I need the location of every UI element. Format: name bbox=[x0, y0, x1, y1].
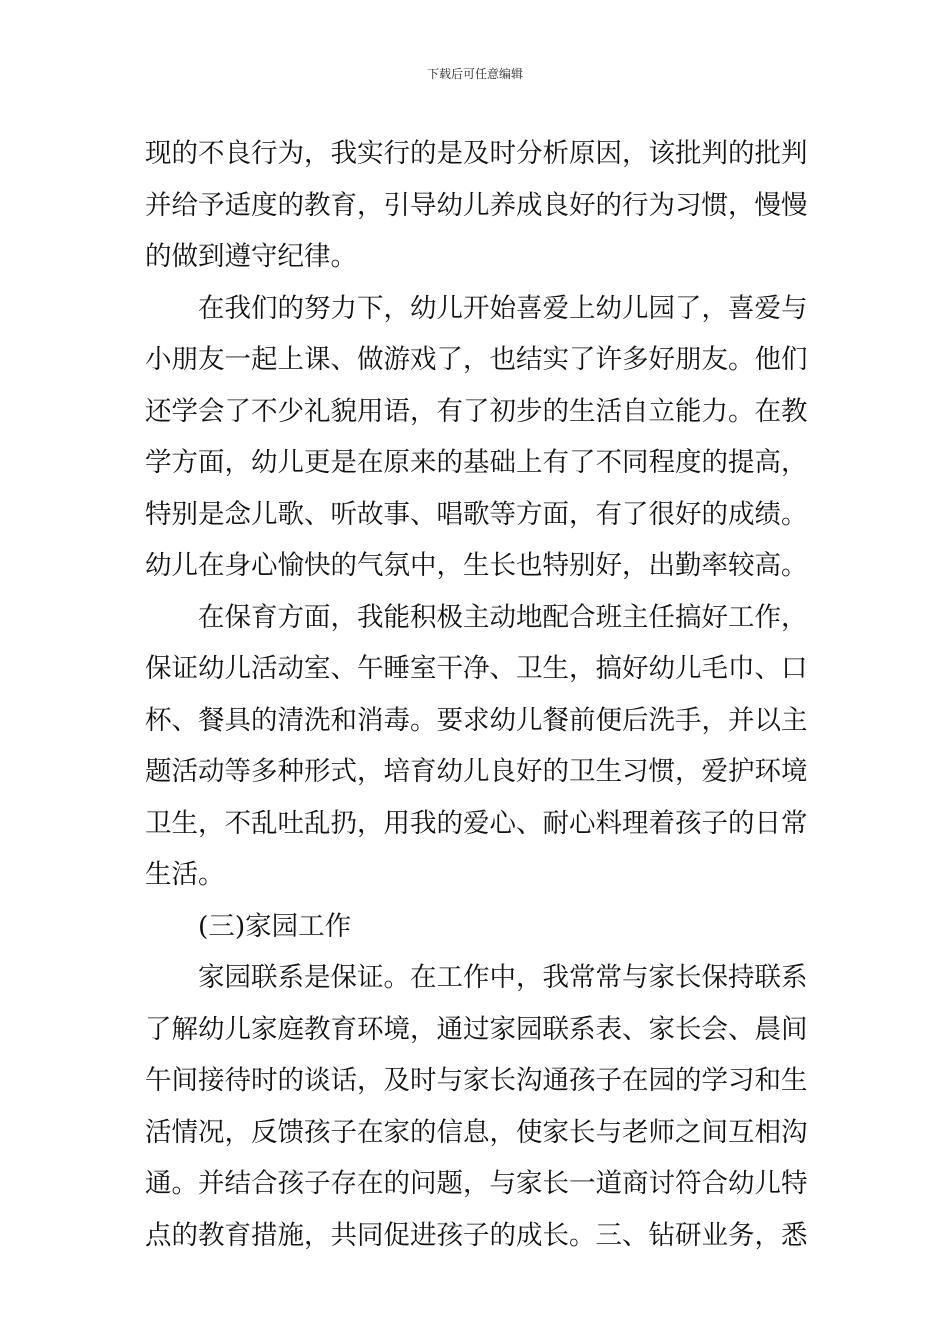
text-line: 幼儿在身心愉快的气氛中，生长也特别好，出勤率较高。 bbox=[145, 550, 808, 581]
text-line: 保证幼儿活动室、午睡室干净、卫生，搞好幼儿毛巾、口 bbox=[145, 653, 808, 684]
text-line: 活情况，反馈孩子在家的信息，使家长与老师之间互相沟 bbox=[145, 1116, 808, 1148]
text-line: 并给予适度的教育，引导幼儿养成良好的行为习惯，慢慢 bbox=[145, 189, 808, 221]
text-line: 题活动等多种形式，培育幼儿良好的卫生习惯，爱护环境 bbox=[145, 756, 808, 787]
text-line: 杯、餐具的清洗和消毒。要求幼儿餐前便后洗手，并以主 bbox=[145, 704, 808, 736]
text-line: 点的教育措施，共同促进孩子的成长。三、钻研业务，悉 bbox=[145, 1219, 808, 1251]
text-line: 卫生，不乱吐乱扔，用我的爱心、耐心料理着孩子的日常 bbox=[145, 807, 808, 839]
text-line: 通。并结合孩子存在的问题，与家长一道商讨符合幼儿特 bbox=[145, 1168, 808, 1199]
document-body bbox=[145, 128, 807, 1261]
paragraph-start-line: 家园联系是保证。在工作中，我常常与家长保持联系 bbox=[198, 962, 808, 993]
text-line: 学方面，幼儿更是在原来的基础上有了不同程度的提高， bbox=[145, 447, 808, 478]
page-header-note: 下载后可任意编辑 bbox=[426, 67, 523, 81]
text-line: 了解幼儿家庭教育环境，通过家园联系表、家长会、晨间 bbox=[145, 1013, 808, 1045]
text-line: 生活。 bbox=[145, 859, 225, 890]
text-line: 还学会了不少礼貌用语，有了初步的生活自立能力。在教 bbox=[145, 395, 808, 427]
paragraph-start-line: 在保育方面，我能积极主动地配合班主任搞好工作， bbox=[198, 601, 808, 633]
text-line: 小朋友一起上课、做游戏了，也结实了许多好朋友。他们 bbox=[145, 344, 808, 375]
paragraph-start-line: 在我们的努力下，幼儿开始喜爱上幼儿园了，喜爱与 bbox=[198, 292, 808, 324]
text-line: 现的不良行为，我实行的是及时分析原因，该批判的批判 bbox=[145, 138, 808, 169]
text-line: 特别是念儿歌、听故事、唱歌等方面，有了很好的成绩。 bbox=[145, 498, 808, 530]
section-heading: (三)家园工作 bbox=[198, 910, 352, 942]
text-line: 午间接待时的谈话，及时与家长沟通孩子在园的学习和生 bbox=[145, 1065, 808, 1096]
text-line: 的做到遵守纪律。 bbox=[145, 241, 357, 272]
